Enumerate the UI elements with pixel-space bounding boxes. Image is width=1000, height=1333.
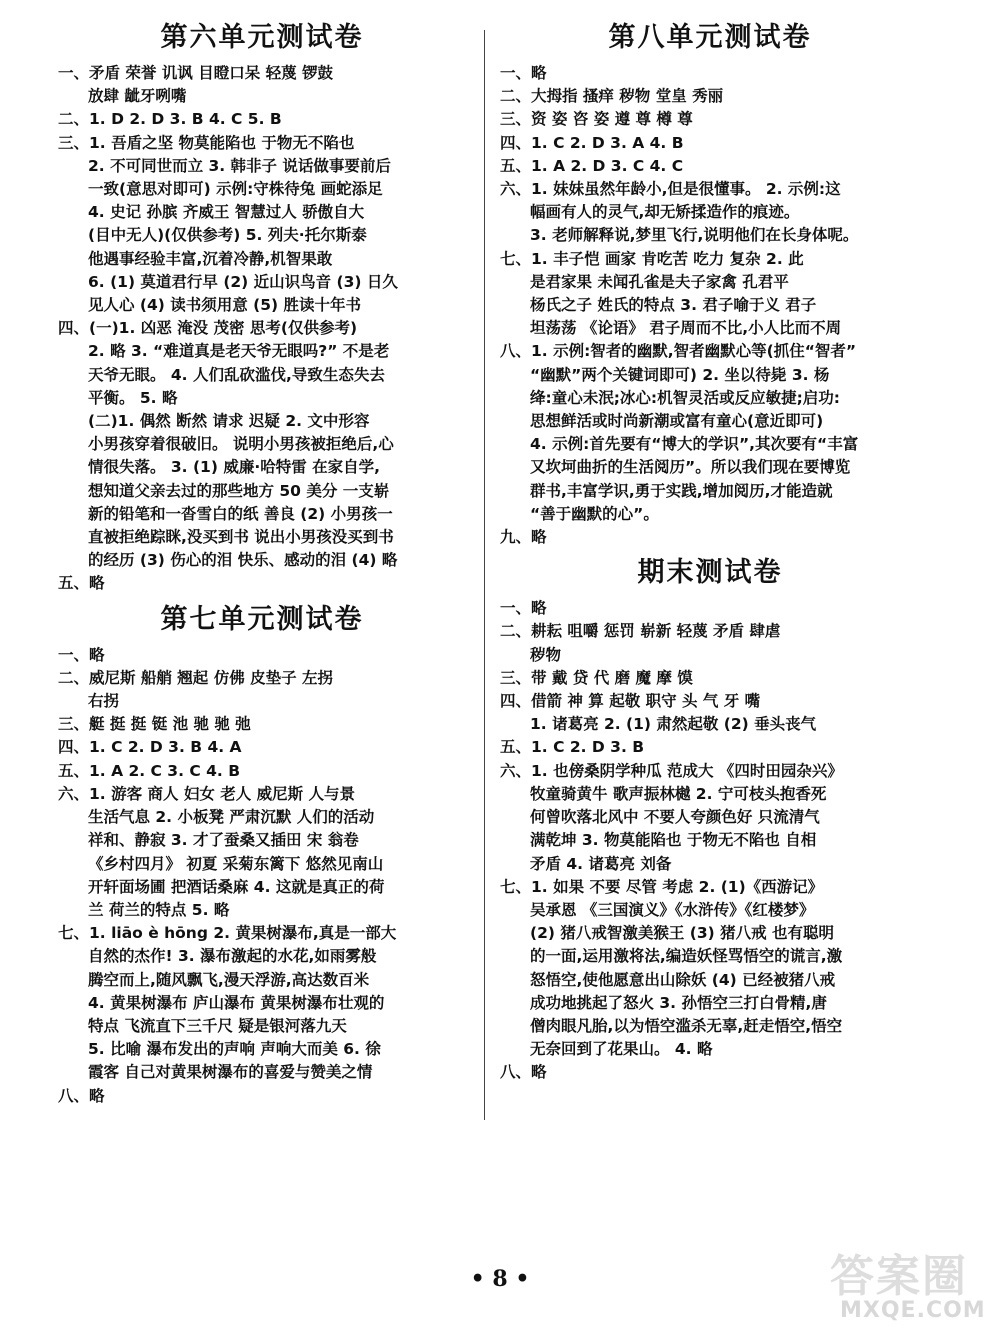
answer-line: 二、威尼斯 船艄 翘起 仿佛 皮垫子 左拐 <box>58 668 333 687</box>
answer-line: 3. 老师解释说,梦里飞行,说明他们在长身体呢。 <box>530 226 859 245</box>
answer-line: 的一面,运用激将法,编造妖怪骂悟空的谎言,激 <box>530 947 843 966</box>
answer-line: 的经历 (3) 伤心的泪 快乐、感动的泪 (4) 略 <box>88 551 398 570</box>
answer-line: 无奈回到了花果山。 4. 略 <box>530 1040 713 1059</box>
answer-line: 一、略 <box>58 645 105 664</box>
answer-line: 5. 比喻 瀑布发出的声响 声响大而美 6. 徐 <box>88 1040 381 1059</box>
answer-line: 八、1. 示例:智者的幽默,智者幽默心等(抓住“智者” <box>500 342 857 361</box>
answer-line: 何曾吹落北风中 不要人夸颜色好 只流清气 <box>530 808 820 827</box>
answer-line: 腾空而上,随风飘飞,漫天浮游,高达数百米 <box>88 970 370 989</box>
answer-line: 三、带 戴 贷 代 磨 魔 摩 馍 <box>500 668 693 687</box>
answer-line: 吴承恩 《三国演义》《水浒传》《红楼梦》 <box>530 900 815 919</box>
answer-line: 2. 略 3. “难道真是老天爷无眼吗?” 不是老 <box>88 342 390 361</box>
final-exam-answers <box>500 597 920 1084</box>
answer-line: 小男孩穿着很破旧。 说明小男孩被拒绝后,心 <box>88 435 394 454</box>
answer-line: 他遇事经验丰富,沉着冷静,机智果敢 <box>88 249 333 268</box>
answer-line: 三、艇 挺 挺 铤 池 驰 驰 弛 <box>58 715 251 734</box>
answer-line: 六、1. 也傍桑阴学种瓜 范成大 《四时田园杂兴》 <box>500 761 843 780</box>
answer-line: 一、矛盾 荣誉 讥讽 目瞪口呆 轻蔑 锣鼓 <box>58 64 333 82</box>
answer-line: 1. 诸葛亮 2. (1) 肃然起敬 (2) 垂头丧气 <box>530 715 817 734</box>
answer-line: 特点 飞流直下三千尺 疑是银河落九天 <box>88 1016 347 1035</box>
answer-line: 五、1. A 2. D 3. C 4. C <box>500 156 684 175</box>
left-column <box>58 18 466 1108</box>
answer-line: 七、1. liāo è hōng 2. 黄果树瀑布,真是一部大 <box>58 924 397 943</box>
answer-line: 思想鲜活或时尚新潮或富有童心(意近即可) <box>530 412 824 431</box>
answer-line: 见人心 (4) 读书须用意 (5) 胜读十年书 <box>88 296 361 315</box>
page-number: • 8 • <box>470 1266 530 1292</box>
answer-line: 三、资 姿 咨 姿 遵 尊 樽 尊 <box>500 110 693 129</box>
answer-line: 僧肉眼凡胎,以为悟空滥杀无辜,赶走悟空,悟空 <box>530 1016 843 1035</box>
answer-line: 《乡村四月》 初夏 采菊东篱下 悠然见南山 <box>88 854 384 873</box>
answer-line: 2. 不可同世而立 3. 韩非子 说话做事要前后 <box>88 156 391 175</box>
answer-line: 幅画有人的灵气,却无矫揉造作的痕迹。 <box>530 203 800 222</box>
answer-line: 一、略 <box>500 599 547 618</box>
answer-line: 杨氏之子 姓氏的特点 3. 君子喻于义 君子 <box>530 296 817 315</box>
answer-line: 4. 史记 孙膑 齐威王 智慧过人 骄傲自大 <box>88 203 365 222</box>
answer-line: 满乾坤 3. 物莫能陷也 于物无不陷也 自相 <box>530 831 817 850</box>
answer-line: 六、1. 游客 商人 妇女 老人 威尼斯 人与景 <box>58 784 356 803</box>
answer-line: 七、1. 丰子恺 画家 肯吃苦 吃力 复杂 2. 此 <box>500 249 804 268</box>
column-divider <box>484 30 485 1120</box>
answer-line: 情很失落。 3. (1) 威廉·哈特雷 在家自学, <box>88 458 380 477</box>
answer-line: 四、1. C 2. D 3. B 4. A <box>58 738 242 757</box>
answer-line: 二、大拇指 搔痒 秽物 堂皇 秀丽 <box>500 87 724 106</box>
answer-line: 秽物 <box>530 645 562 664</box>
unit6-answers <box>58 62 466 596</box>
answer-line: 四、借箭 神 算 起敬 职守 头 气 牙 嘴 <box>500 692 761 711</box>
answer-line: (2) 猪八戒智激美猴王 (3) 猪八戒 也有聪明 <box>530 924 834 943</box>
answer-line: (二)1. 偶然 断然 请求 迟疑 2. 文中形容 <box>88 412 370 431</box>
answer-line: 八、略 <box>58 1086 105 1105</box>
answer-line: 是君家果 未闻孔雀是夫子家禽 孔君平 <box>530 272 789 291</box>
answer-line: 想知道父亲去过的那些地方 50 美分 一支崭 <box>88 481 390 500</box>
answer-line: 六、1. 妹妹虽然年龄小,但是很懂事。 2. 示例:这 <box>500 180 841 199</box>
answer-line: 五、略 <box>58 574 105 593</box>
answer-line: 矛盾 4. 诸葛亮 刘备 <box>530 854 672 873</box>
answer-line: 八、略 <box>500 1063 547 1082</box>
answer-line: 坦荡荡 《论语》 君子周而不比,小人比而不周 <box>530 319 842 338</box>
answer-line: 放肆 龇牙咧嘴 <box>88 87 187 106</box>
unit8-title: 第八单元测试卷 <box>608 22 812 53</box>
answer-line: 绛:童心未泯;冰心:机智灵活或反应敏捷;启功: <box>530 388 840 407</box>
answer-line: 群书,丰富学识,勇于实践,增加阅历,才能造就 <box>530 481 833 500</box>
answer-line: 右拐 <box>88 692 120 711</box>
answer-line: 四、(一)1. 凶恶 淹没 茂密 思考(仅供参考) <box>58 319 358 338</box>
watermark-text: 答案圈 <box>830 1251 968 1302</box>
unit7-title: 第七单元测试卷 <box>160 603 364 635</box>
answer-line: “善于幽默的心”。 <box>530 504 659 523</box>
answer-line: 牧童骑黄牛 歌声振林樾 2. 宁可枝头抱香死 <box>530 784 827 803</box>
answer-line: 兰 荷兰的特点 5. 略 <box>88 900 230 919</box>
answer-line: (目中无人)(仅供参考) 5. 列夫·托尔斯泰 <box>88 226 367 245</box>
answer-line: 天爷无眼。 4. 人们乱砍滥伐,导致生态失去 <box>88 365 385 384</box>
answer-line: 成功地挑起了怒火 3. 孙悟空三打白骨精,唐 <box>530 993 827 1012</box>
answer-line: 新的铅笔和一沓雪白的纸 善良 (2) 小男孩一 <box>88 504 393 523</box>
answer-line: 生活气息 2. 小板凳 严肃沉默 人们的活动 <box>88 808 375 827</box>
answer-line: 怒悟空,使他愿意出山除妖 (4) 已经被猪八戒 <box>530 970 836 989</box>
answer-line: 又坎坷曲折的生活阅历”。所以我们现在要博览 <box>530 458 851 477</box>
answer-line: 开轩面场圃 把酒话桑麻 4. 这就是真正的荷 <box>88 877 385 896</box>
answer-line: 4. 黄果树瀑布 庐山瀑布 黄果树瀑布壮观的 <box>88 993 385 1012</box>
answer-line: 三、1. 吾盾之坚 物莫能陷也 于物无不陷也 <box>58 133 355 152</box>
unit6-title: 第六单元测试卷 <box>160 22 364 53</box>
answer-line: 一致(意思对即可) 示例:守株待兔 画蛇添足 <box>88 180 383 199</box>
unit8-answers <box>500 62 920 549</box>
answer-line: 自然的杰作! 3. 瀑布激起的水花,如雨雾般 <box>88 947 377 966</box>
answer-line: 二、1. D 2. D 3. B 4. C 5. B <box>58 110 282 129</box>
right-column <box>500 18 920 1085</box>
watermark-logo <box>830 1240 995 1330</box>
final-exam-title: 期末测试卷 <box>637 557 783 589</box>
watermark-url: MXQE.COM <box>840 1298 986 1323</box>
answer-line: 6. (1) 莫道君行早 (2) 近山识鸟音 (3) 日久 <box>88 272 398 291</box>
answer-line: 五、1. A 2. C 3. C 4. B <box>58 761 241 780</box>
answer-line: 二、耕耘 咀嚼 惩罚 崭新 轻蔑 矛盾 肆虐 <box>500 622 781 641</box>
answer-line: “幽默”两个关键词即可) 2. 坐以待毙 3. 杨 <box>530 365 830 384</box>
answer-line: 4. 示例:首先要有“博大的学识”,其次要有“丰富 <box>530 435 859 454</box>
answer-line: 五、1. C 2. D 3. B <box>500 738 645 757</box>
unit7-answers <box>58 644 466 1108</box>
answer-line: 九、略 <box>500 528 547 547</box>
answer-line: 平衡。 5. 略 <box>88 388 178 407</box>
answer-line: 四、1. C 2. D 3. A 4. B <box>500 133 684 152</box>
answer-line: 直被拒绝踪眯,没买到书 说出小男孩没买到书 <box>88 528 394 547</box>
answer-line: 霞客 自己对黄果树瀑布的喜爱与赞美之情 <box>88 1063 373 1082</box>
answer-line: 一、略 <box>500 64 547 82</box>
answer-line: 祥和、静寂 3. 才了蚕桑又插田 宋 翁卷 <box>88 831 359 850</box>
answer-line: 七、1. 如果 不要 尽管 考虑 2. (1)《西游记》 <box>500 877 824 896</box>
